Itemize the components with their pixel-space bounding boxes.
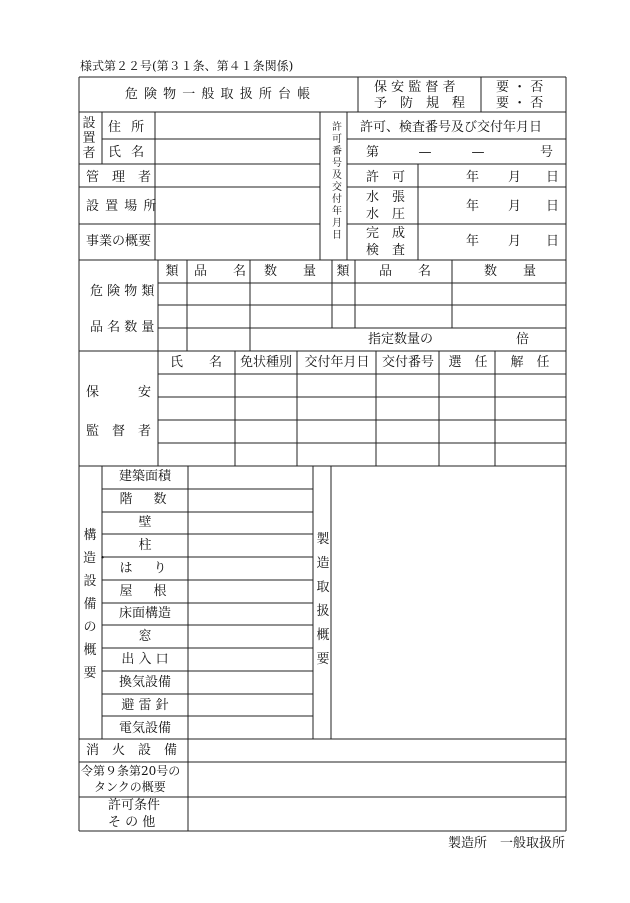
prevention-yes-no: 要 ・ 否	[496, 96, 544, 111]
structure-item-floor: 床面構造	[118, 606, 172, 621]
structure-group-label: 構造・設備の概要	[83, 528, 110, 681]
form-number: 様式第２２号(第３１条、第４１条関係)	[80, 59, 294, 73]
class-col-2: 類	[336, 264, 350, 279]
supervisor-yes-no: 要 ・ 否	[496, 80, 544, 95]
inspection-label: 検 査	[366, 243, 406, 258]
person-col-name: 氏 名	[169, 355, 223, 370]
number-go: 号	[540, 145, 554, 160]
completion-month: 月	[508, 234, 522, 249]
water-year: 年	[466, 199, 480, 214]
structure-item-entrance: 出 入 口	[121, 652, 169, 667]
completion-year: 年	[466, 234, 480, 249]
completion-day: 日	[546, 234, 560, 249]
structure-item-pillar: 柱	[138, 538, 152, 553]
qty-col-2: 数 量	[483, 264, 537, 279]
number-dai: 第	[366, 145, 380, 160]
supervisor-label: 保 安 監 督 者	[374, 80, 456, 95]
item-col-2: 品 名	[378, 264, 432, 279]
pressure-label: 水 圧	[366, 207, 406, 222]
fire-equipment-label: 消 火 設 備	[86, 743, 178, 758]
security-label: 保 安	[86, 385, 152, 400]
structure-item-window: 窓	[138, 629, 152, 644]
permit-header: 許可、検査番号及び交付年月日	[360, 120, 543, 135]
structure-item-wall: 壁	[138, 515, 152, 530]
qty-col-1: 数 量	[263, 264, 317, 279]
water-month: 月	[508, 199, 522, 214]
completion-label: 完 成	[366, 226, 406, 241]
hazmat-label: 危 険 物 類	[90, 284, 155, 299]
structure-item-ventilation: 換気設備	[118, 675, 172, 690]
conditions-label-line2: そ の 他	[108, 815, 156, 830]
supervisor-short-label: 監 督 者	[86, 424, 152, 439]
times-label: 倍	[516, 332, 530, 347]
manufacture-label: 製造取扱概要	[316, 532, 330, 667]
prevention-label: 予 防 規 程	[374, 96, 466, 111]
structure-item-lightning-rod: 避 雷 針	[121, 698, 169, 713]
permit-year: 年	[466, 170, 480, 185]
ledger-title: 危 険 物 一 般 取 扱 所 台 帳	[124, 87, 312, 102]
person-col-license: 免状種別	[239, 355, 293, 370]
item-qty-label: 品 名 数 量	[90, 320, 155, 335]
business-label: 事業の概要	[86, 234, 152, 249]
person-col-issue-number: 交付番号	[381, 355, 435, 370]
footer-label: 製造所 一般取扱所	[448, 836, 566, 851]
permit-label: 許 可	[366, 170, 406, 185]
structure-item-floors: 階 数	[119, 492, 171, 507]
conditions-label-line1: 許可条件	[108, 798, 161, 813]
structure-item-electrical: 電気設備	[118, 721, 172, 736]
tank-label-line1: 令第９条第20号の	[81, 764, 181, 778]
setter-label: 設置者	[82, 116, 96, 161]
water-label: 水 張	[366, 190, 406, 205]
item-col-1: 品 名	[194, 264, 247, 279]
permit-day: 日	[546, 170, 560, 185]
structure-item-area: 建築面積	[118, 469, 172, 484]
number-dash-2: —	[471, 145, 485, 160]
location-label: 設 置 場 所	[86, 199, 158, 214]
address-label: 住 所	[108, 120, 148, 135]
designated-label: 指定数量の	[368, 332, 434, 347]
person-col-issue-date: 交付年月日	[304, 355, 370, 370]
person-col-dismiss: 解 任	[510, 355, 550, 370]
class-col-1: 類	[165, 264, 179, 279]
number-dash-1: —	[418, 145, 432, 160]
permit-month: 月	[508, 170, 522, 185]
structure-item-roof: 屋 根	[119, 584, 171, 599]
name-label: 氏 名	[108, 145, 148, 160]
tank-label-line2: タンクの概要	[94, 780, 166, 794]
permit-group-label: 許可番号及交付年月日	[332, 122, 342, 241]
structure-item-beam: は り	[119, 561, 171, 576]
person-col-appoint: 選 任	[448, 355, 488, 370]
manager-label: 管 理 者	[86, 170, 152, 185]
water-day: 日	[546, 199, 560, 214]
